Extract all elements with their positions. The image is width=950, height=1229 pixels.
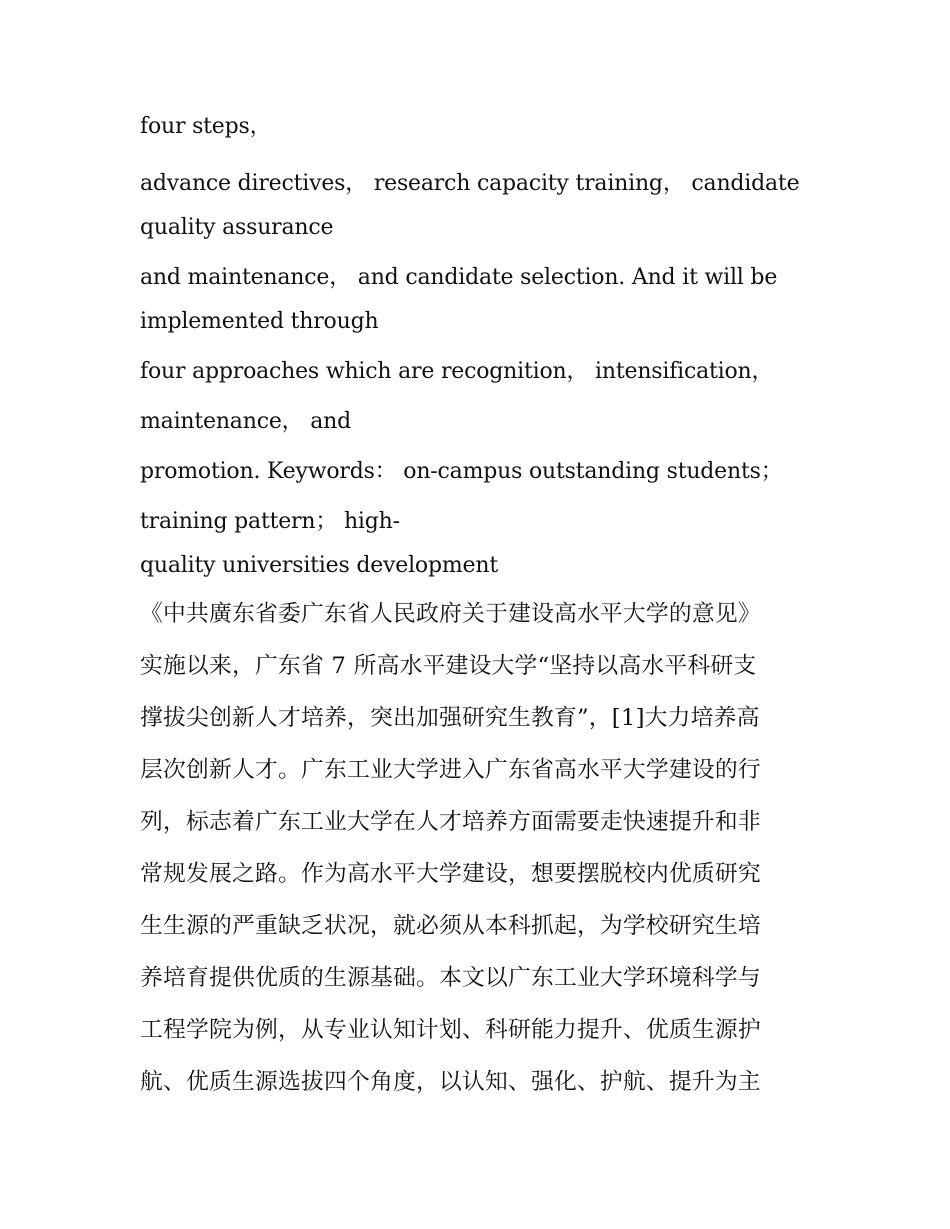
abstract-line: promotion. Keywords： on-campus outstanding students； <box>140 459 783 484</box>
body-line: 列，标志着广东工业大学在人才培养方面需要走快速提升和非 <box>140 809 761 835</box>
abstract-line: implemented through <box>140 309 379 334</box>
abstract-paragraph-1 <box>140 112 820 142</box>
body-line: 养培育提供优质的生源基础。本文以广东工业大学环境科学与 <box>140 965 761 991</box>
abstract-line: four steps， <box>140 114 272 139</box>
abstract-paragraph-2 <box>140 162 820 250</box>
abstract-line: and maintenance， and candidate selection. And it will be <box>140 265 778 290</box>
body-line: 《中共廣东省委广东省人民政府关于建设高水平大学的意见》 <box>140 601 761 627</box>
body-line: 航、优质生源选拔四个角度，以认知、强化、护航、提升为主 <box>140 1069 761 1095</box>
abstract-line: quality assurance <box>140 215 334 240</box>
english-abstract <box>140 112 820 588</box>
body-line: 常规发展之路。作为高水平大学建设，想要摆脱校内优质研究 <box>140 861 761 887</box>
abstract-line: advance directives， research capacity training， candidate <box>140 171 800 196</box>
body-line: 撑拔尖创新人才培养，突出加强研究生教育”，[1]大力培养高 <box>140 705 760 731</box>
body-line: 层次创新人才。广东工业大学进入广东省高水平大学建设的行 <box>140 757 761 783</box>
body-line: 工程学院为例，从专业认知计划、科研能力提升、优质生源护 <box>140 1017 761 1043</box>
abstract-paragraph-4 <box>140 350 820 394</box>
chinese-body-text <box>140 588 820 1108</box>
abstract-line: maintenance， and <box>140 409 351 434</box>
abstract-line: quality universities development <box>140 553 498 578</box>
abstract-line: four approaches which are recognition， intensification， <box>140 359 774 384</box>
abstract-paragraph-7 <box>140 500 820 588</box>
body-line: 实施以来，广东省 7 所高水平建设大学“坚持以高水平科研支 <box>140 653 757 679</box>
abstract-paragraph-3 <box>140 256 820 344</box>
abstract-paragraph-5 <box>140 400 820 444</box>
abstract-line: training pattern； high- <box>140 509 400 534</box>
body-line: 生生源的严重缺乏状况，就必须从本科抓起，为学校研究生培 <box>140 913 761 939</box>
abstract-paragraph-6 <box>140 450 820 494</box>
